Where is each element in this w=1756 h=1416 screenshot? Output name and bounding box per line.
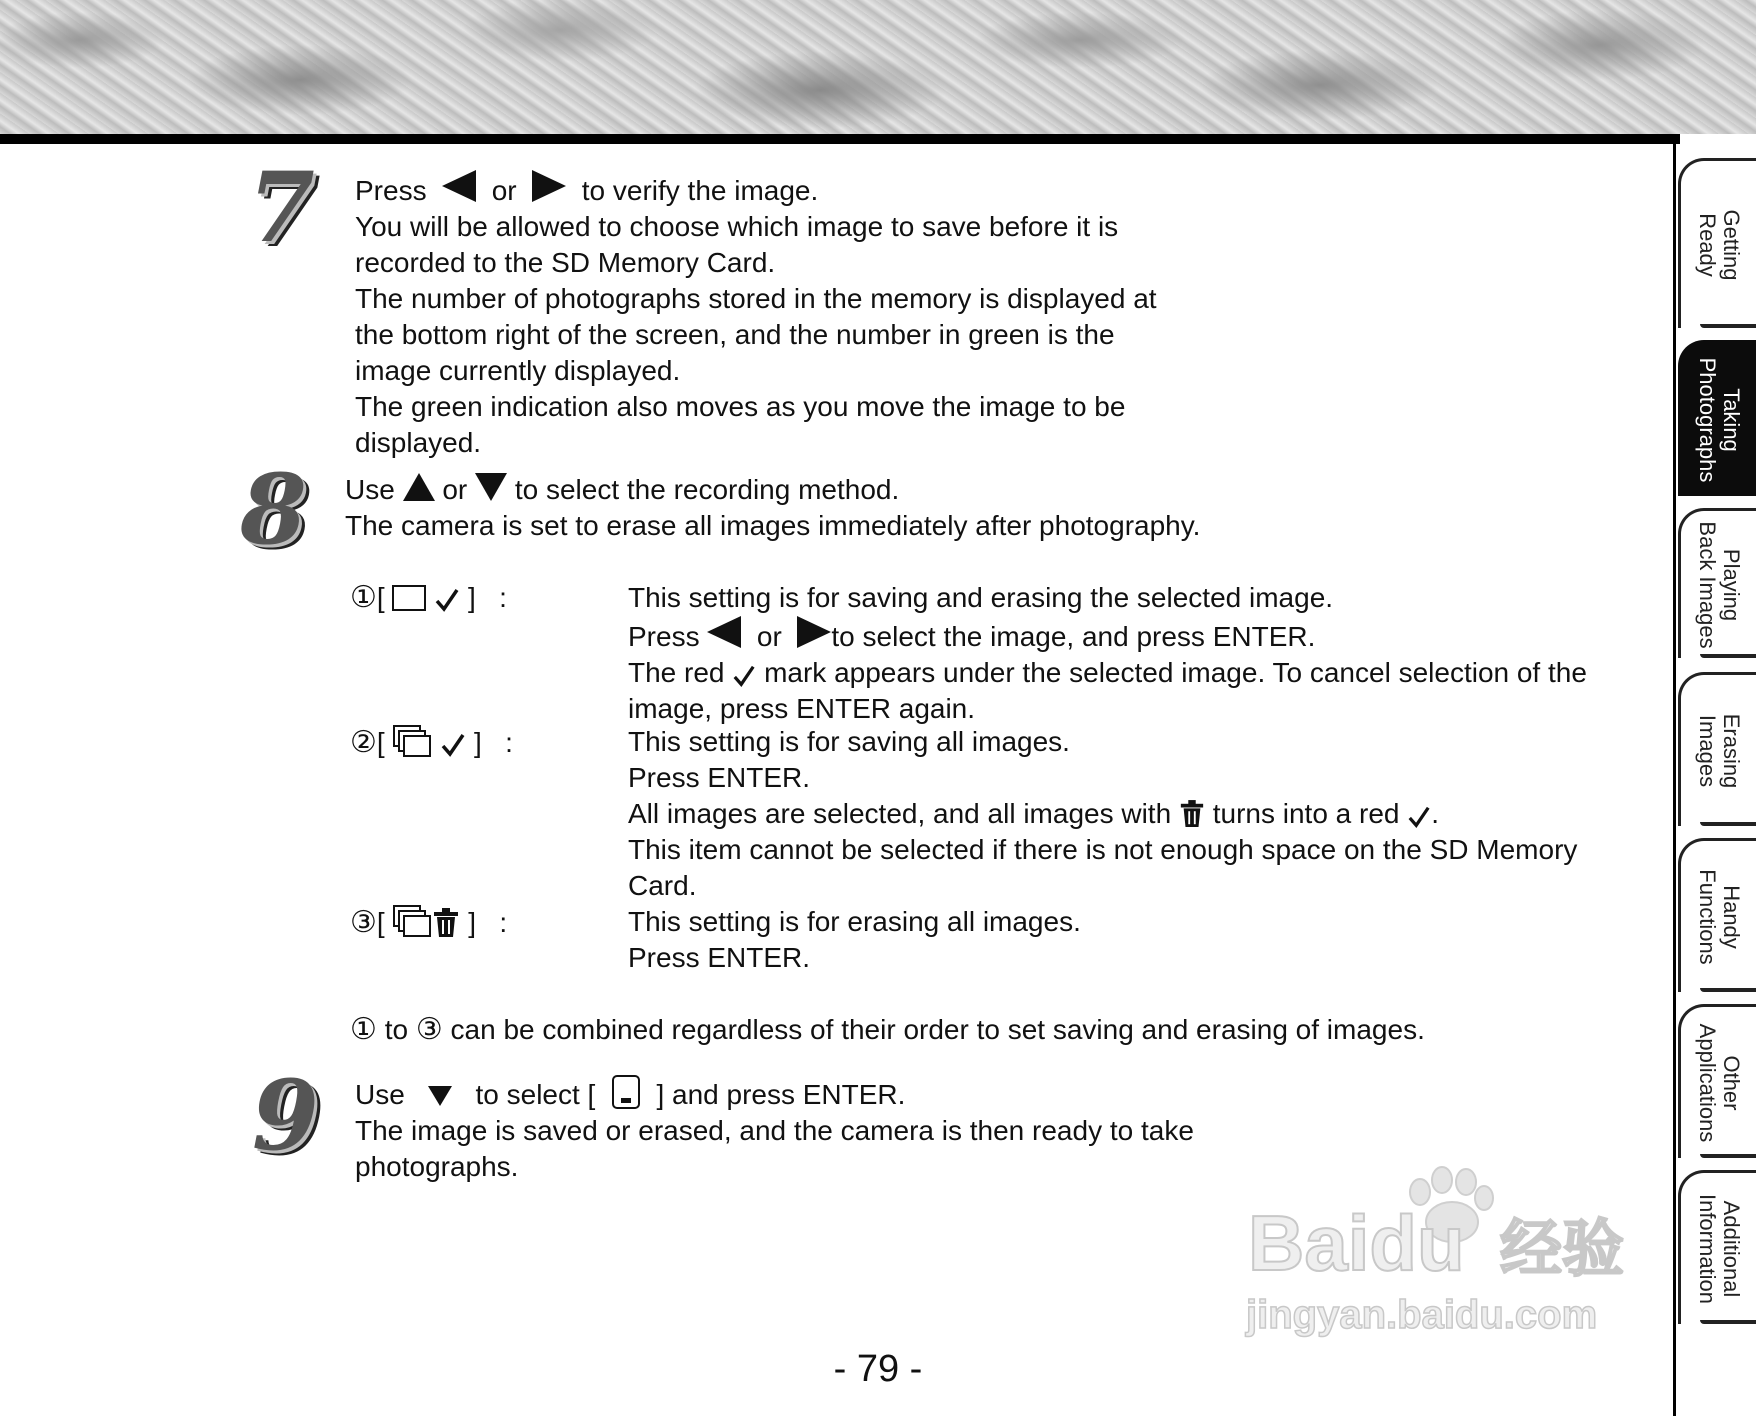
check-icon (1407, 805, 1431, 829)
step-7-number: 7 (248, 151, 315, 264)
watermark-brand: Baidu (1248, 1199, 1465, 1287)
left-arrow-icon (707, 616, 741, 648)
word: Use (355, 1079, 405, 1110)
text-line: displayed. (355, 427, 482, 458)
tab-taking-photographs[interactable]: Taking Photographs (1678, 340, 1756, 496)
word: turns into a red (1212, 798, 1400, 829)
all-frames-icon (392, 904, 432, 938)
page-number: - 79 - (833, 1348, 923, 1390)
step-8-text (345, 472, 1200, 544)
tab-handy-functions[interactable]: Handy Functions (1678, 838, 1756, 992)
word: Use (345, 474, 395, 505)
tab-other-applications[interactable]: Other Applications (1678, 1004, 1756, 1158)
circled-number: ③ (350, 906, 377, 939)
option-3-description (628, 904, 1081, 976)
circled-number: ① (350, 581, 377, 614)
text-line: Press ENTER. (628, 942, 811, 973)
text-line: Press ENTER. (628, 762, 811, 793)
text-line: The green indication also moves as you move the image to be (355, 391, 1126, 422)
tab-divider (1700, 654, 1756, 658)
down-arrow-icon (475, 473, 507, 501)
trash-icon (432, 908, 460, 938)
single-frame-icon (392, 585, 426, 611)
trash-icon (1179, 799, 1205, 829)
text-line: the bottom right of the screen, and the number in green is the (355, 319, 1115, 350)
step-9-first-line (355, 1074, 1194, 1113)
circled-number: ① (350, 1013, 377, 1046)
left-arrow-icon (442, 170, 476, 202)
combine-note (350, 1012, 1425, 1048)
word: ] and press ENTER. (656, 1079, 906, 1110)
text-line: image, press ENTER again. (628, 693, 976, 724)
text-line: This setting is for erasing all images. (628, 906, 1081, 937)
text-line: This setting is for saving all images. (628, 726, 1070, 757)
text-line: You will be allowed to choose which image to save before it is (355, 211, 1119, 242)
text-line: recorded to the SD Memory Card. (355, 247, 776, 278)
tab-getting-ready[interactable]: Getting Ready (1678, 158, 1756, 328)
text-line: This setting is for saving and erasing the selected image. (628, 582, 1334, 613)
right-arrow-icon (797, 616, 831, 648)
step-8-number: 8 (240, 453, 307, 566)
circled-number: ③ (415, 1013, 443, 1046)
up-arrow-icon (403, 473, 435, 501)
word: to select the image, and press ENTER. (831, 621, 1316, 652)
step-7-first-line (355, 170, 1157, 209)
circled-number: ② (350, 726, 377, 759)
text-line: Card. (628, 870, 697, 901)
header-rule (0, 134, 1680, 144)
check-icon (732, 664, 756, 688)
option-1-key: ①[ ] : (350, 581, 507, 614)
word: to verify the image. (581, 175, 819, 206)
step-7-text (355, 170, 1157, 461)
step-9-text (355, 1074, 1194, 1185)
option-3-key: ③[ ] : (350, 906, 508, 939)
tab-divider (1700, 1154, 1756, 1158)
word: or (491, 175, 517, 206)
text-line: photographs. (355, 1151, 519, 1182)
word: The red (628, 657, 725, 688)
word: Press (355, 175, 427, 206)
tab-divider (1700, 988, 1756, 992)
word: All images are selected, and all images with (628, 798, 1172, 829)
down-arrow-icon (428, 1086, 452, 1106)
word: to select the recording method. (514, 474, 900, 505)
text-line: The number of photographs stored in the memory is displayed at (355, 283, 1157, 314)
option-2-key: ②[ ] : (350, 726, 513, 759)
baidu-watermark (1240, 1150, 1680, 1350)
check-icon (440, 732, 466, 758)
sd-card-icon (611, 1074, 641, 1110)
word: mark appears under the selected image. To cancel selection of the (764, 657, 1587, 688)
option-2-description (628, 724, 1577, 904)
text-line (628, 616, 1587, 655)
tab-erasing-images[interactable]: Erasing Images (1678, 672, 1756, 826)
tab-divider (1700, 324, 1756, 328)
word: or (442, 474, 468, 505)
step-9-number: 9 (252, 1059, 319, 1172)
word: to (384, 1014, 409, 1045)
text-line: All images are selected, and all images with turns into a red . (628, 798, 1440, 829)
right-arrow-icon (532, 170, 566, 202)
check-icon (434, 587, 460, 613)
word: to select [ (475, 1079, 596, 1110)
text-line (628, 655, 1587, 691)
word: can be combined regardless of their order to set saving and erasing of images. (450, 1014, 1425, 1045)
text-line: image currently displayed. (355, 355, 681, 386)
word: Press (628, 621, 700, 652)
tab-additional-information[interactable]: Additional Information (1678, 1170, 1756, 1324)
text-line: The camera is set to erase all images immediately after photography. (345, 510, 1201, 541)
all-frames-icon (392, 724, 432, 758)
text-line: This item cannot be selected if there is not enough space on the SD Memory (628, 834, 1578, 865)
tab-divider (1700, 822, 1756, 826)
header-texture (0, 0, 1756, 134)
tab-playing-back-images[interactable]: Playing Back Images (1678, 508, 1756, 658)
text-line: The image is saved or erased, and the camera is then ready to take (355, 1115, 1194, 1146)
watermark-url: jingyan.baidu.com (1246, 1293, 1598, 1337)
word: or (756, 621, 782, 652)
step-8-first-line (345, 472, 1200, 508)
tab-divider (1700, 1320, 1756, 1324)
option-1-description (628, 580, 1587, 727)
watermark-cn: 经验 (1500, 1212, 1625, 1285)
